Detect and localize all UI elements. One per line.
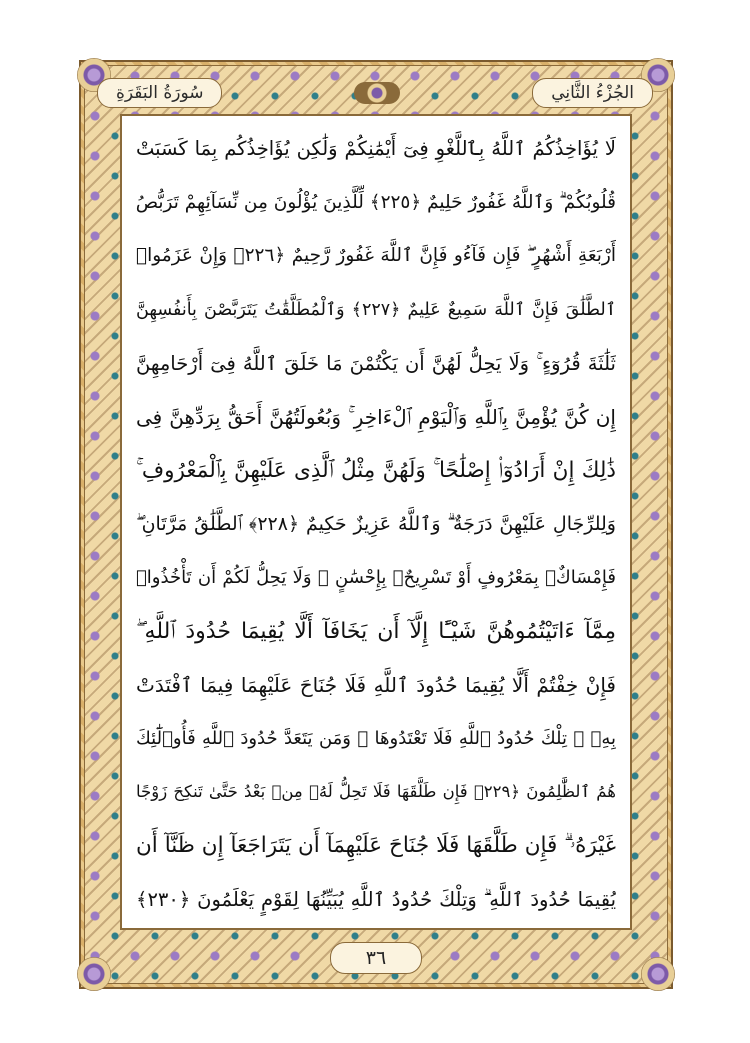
text-line [136, 658, 616, 712]
text-line [136, 712, 616, 766]
text-line [136, 765, 616, 819]
page-header [97, 76, 653, 110]
corner-ornament-bottom-right [641, 957, 675, 991]
juz-label: الجُزْءُ الثَّانِي [532, 78, 653, 108]
text-line-content: ثَلَٰثَةَ قُرُوٓءٍ ۚ وَلَا يَحِلُّ لَهُنَّ أَن يَكْتُمْنَ مَا خَلَقَ ٱللَّهُ فِىٓ أَرْحَامِهِنَّ [136, 351, 616, 375]
text-line [136, 336, 616, 390]
text-line [136, 390, 616, 444]
text-line-content: غَيْرَهُۥ ۗ فَإِن طَلَّقَهَا فَلَا جُنَاحَ عَلَيْهِمَآ أَن يَتَرَاجَعَآ إِن ظَنَّآ أَن [136, 833, 616, 859]
text-line-content: مِمَّآ ءَاتَيْتُمُوهُنَّ شَيْـًٔا إِلَّآ أَن يَخَافَآ أَلَّا يُقِيمَا حُدُودَ ٱللَّهِ ۖ [136, 618, 616, 644]
text-line-content: قُلُوبُكُمْ ۗ وَٱللَّهُ غَفُورٌ حَلِيمٌ ﴿٢٢٥﴾ لِّلَّذِينَ يُؤْلُونَ مِن نِّسَآئِهِمْ تَرَبُّصُ [136, 191, 616, 213]
text-line-content: هُمُ ٱلظَّٰلِمُونَ ﴿٢٢٩﴾ فَإِن طَلَّقَهَا فَلَا تَحِلُّ لَهُۥ مِنۢ بَعْدُ حَتَّىٰ تَنكِحَ زَوْجًا [136, 782, 616, 802]
text-line-content: فَإِنْ خِفْتُمْ أَلَّا يُقِيمَا حُدُودَ ٱللَّهِ فَلَا جُنَاحَ عَلَيْهِمَا فِيمَا ٱفْتَدَتْ [136, 672, 616, 697]
text-line [136, 872, 616, 926]
corner-ornament-bottom-left [77, 957, 111, 991]
text-line [136, 819, 616, 873]
text-line [136, 229, 616, 283]
text-line [136, 283, 616, 337]
text-line-content: ذَٰلِكَ إِنْ أَرَادُوٓا۟ إِصْلَٰحًا ۚ وَلَهُنَّ مِثْلُ ٱلَّذِى عَلَيْهِنَّ بِٱلْمَعْرُوفِ ۚ [136, 457, 616, 483]
text-line-content: لَا يُؤَاخِذُكُمُ ٱللَّهُ بِٱللَّغْوِ فِىٓ أَيْمَٰنِكُمْ وَلَٰكِن يُؤَاخِذُكُم بِمَا كَسَبَتْ [136, 137, 616, 161]
text-line [136, 497, 616, 551]
text-line-content: بِهِۦ ۗ تِلْكَ حُدُودُ ٱللَّهِ فَلَا تَعْتَدُوهَا ۚ وَمَن يَتَعَدَّ حُدُودَ ٱللَّهِ فَأُو۟لَٰٓئِكَ [136, 727, 616, 749]
text-line-content: فَإِمْسَاكٌۢ بِمَعْرُوفٍ أَوْ تَسْرِيحٌۢ بِإِحْسَٰنٍ ۗ وَلَا يَحِلُّ لَكُمْ أَن تَأْخُذُوا۟ [136, 567, 616, 589]
header-ornament-icon [354, 82, 400, 104]
text-line [136, 551, 616, 605]
text-line-content: ٱلطَّلَٰقَ فَإِنَّ ٱللَّهَ سَمِيعٌ عَلِيمٌ ﴿٢٢٧﴾ وَٱلْمُطَلَّقَٰتُ يَتَرَبَّصْنَ بِأَنفُسِهِنَّ [136, 299, 616, 320]
text-line [136, 604, 616, 658]
text-line [136, 122, 616, 176]
page-number: ٣٦ [330, 942, 422, 974]
text-line-content: يُقِيمَا حُدُودَ ٱللَّهِ ۗ وَتِلْكَ حُدُودُ ٱللَّهِ يُبَيِّنُهَا لِقَوْمٍ يَعْلَمُونَ ﴿٢٣٠﴾ [136, 887, 616, 911]
surah-label: سُورَةُ البَقَرَةِ [97, 78, 222, 108]
text-line [136, 176, 616, 230]
text-line-content: أَرْبَعَةِ أَشْهُرٍ ۖ فَإِن فَآءُو فَإِنَّ ٱللَّهَ غَفُورٌ رَّحِيمٌ ﴿٢٢٦﴾ وَإِنْ عَزَمُوا۟ [136, 245, 616, 267]
text-line [136, 444, 616, 498]
text-line-content: إِن كُنَّ يُؤْمِنَّ بِٱللَّهِ وَٱلْيَوْمِ ٱلْءَاخِرِ ۚ وَبُعُولَتُهُنَّ أَحَقُّ بِرَدِّهِنَّ فِى [136, 404, 616, 429]
text-line-content: وَلِلرِّجَالِ عَلَيْهِنَّ دَرَجَةٌ ۗ وَٱللَّهُ عَزِيزٌ حَكِيمٌ ﴿٢٢٨﴾ ٱلطَّلَٰقُ مَرَّتَانِ ۖ [136, 512, 616, 535]
quran-text-area [120, 114, 632, 930]
